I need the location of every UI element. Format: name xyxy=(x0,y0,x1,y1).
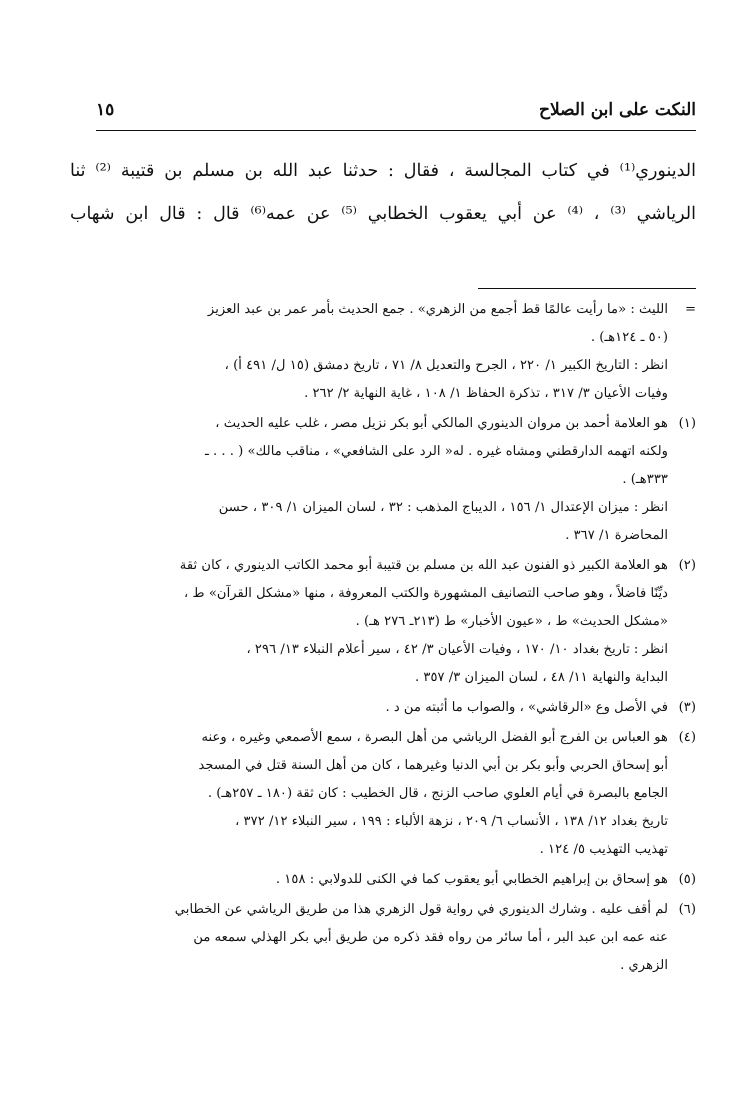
page-header xyxy=(96,98,696,126)
footnote-4 xyxy=(80,724,696,864)
footnote-number: (٤) xyxy=(678,730,696,745)
footnote-line: الزهري . xyxy=(620,958,668,973)
footnote-5 xyxy=(80,866,696,894)
footnote-line: انظر : ميزان الإعتدال ١/ ١٥٦ ، الديباج المذهب : ٣٢ ، لسان الميزان ١/ ٣٠٩ ، حسن xyxy=(218,500,668,515)
footnote-line: انظر : التاريخ الكبير ١/ ٢٢٠ ، الجرح والتعديل ٨/ ٧١ ، تاريخ دمشق (١٥ ل/ ٤٩١ أ) ، xyxy=(224,358,668,373)
main-text-line: الرياشي ⁽³⁾ ، ⁽⁴⁾ عن أبي يعقوب الخطابي ⁽⁵⁾ عن عمه⁽⁶⁾ قال : قال ابن شهاب xyxy=(70,204,696,224)
footnote-line: هو إسحاق بن إبراهيم الخطابي أبو يعقوب كما في الكنى للدولابي : ١٥٨ . xyxy=(275,872,668,887)
footnote-line: في الأصل وع «الرقاشي» ، والصواب ما أثبته من د . xyxy=(385,700,668,715)
footnote-line: ديِّنًا فاضلاً ، وهو صاحب التصانيف المشهورة والكتب المعروفة ، منها «مشكل القرآن» ط ، xyxy=(184,586,668,601)
main-text-line: الدينوري⁽¹⁾ في كتاب المجالسة ، فقال : حدثنا عبد الله بن مسلم بن قتيبة ⁽²⁾ ثنا xyxy=(70,161,696,181)
footnote-line: تاريخ بغداد ١٢/ ١٣٨ ، الأنساب ٦/ ٢٠٩ ، نزهة الألباء : ١٩٩ ، سير النبلاء ١٢/ ٣٧٢ ، xyxy=(235,814,668,829)
footnote-line: أبو إسحاق الحربي وأبو بكر بن أبي الدنيا وغيرهما ، كان من أهل السنة قتل في المسجد xyxy=(198,758,668,773)
footnote-line: ولكنه اتهمه الدارقطني ومشاه غيره . له« الرد على الشافعي» ، مناقب مالك» ( . . . ـ xyxy=(204,444,668,459)
footnote-number: (٦) xyxy=(678,902,696,917)
footnote-line: «مشكل الحديث» ط ، «عيون الأخبار» ط (٢١٣ـ ٢٧٦ هـ) . xyxy=(355,614,668,629)
footnote-line: (٥٠ ـ ١٢٤هـ) . xyxy=(590,330,668,345)
footnote-number: (٢) xyxy=(678,558,696,573)
footnote-line: انظر : تاريخ بغداد ١٠/ ١٧٠ ، وفيات الأعيان ٣/ ٤٢ ، سير أعلام النبلاء ١٣/ ٢٩٦ ، xyxy=(246,642,668,657)
main-text xyxy=(70,150,696,236)
running-title: النكت على ابن الصلاح xyxy=(539,100,696,120)
footnote-continued xyxy=(80,296,696,408)
footnote-line: هو العباس بن الفرج أبو الفضل الرياشي من أهل البصرة ، سمع الأصمعي وغيره ، وعنه xyxy=(201,730,668,745)
footnote-6 xyxy=(80,896,696,980)
footnote-marker: = xyxy=(684,302,696,317)
footnote-line: وفيات الأعيان ٣/ ٣١٧ ، تذكرة الحفاظ ١/ ١٠٨ ، غاية النهاية ٢/ ٢٦٢ . xyxy=(304,386,668,401)
footnote-line: ٣٣٣هـ) . xyxy=(622,472,668,487)
footnote-number: (٣) xyxy=(678,700,696,715)
footnote-1 xyxy=(80,410,696,550)
footnote-line: الجامع بالبصرة في أيام العلوي صاحب الزنج ، قال الخطيب : كان ثقة (١٨٠ ـ ٢٥٧هـ) . xyxy=(207,786,668,801)
footnote-line: تهذيب التهذيب ٥/ ١٢٤ . xyxy=(539,842,668,857)
footnote-line: الليث : «ما رأيت عالمًا قط أجمع من الزهري» . جمع الحديث بأمر عمر بن عبد العزيز xyxy=(207,302,668,317)
footnote-number: (٥) xyxy=(678,872,696,887)
footnotes xyxy=(80,296,696,982)
footnote-3 xyxy=(80,694,696,722)
footnote-line: عنه عمه ابن عبد البر ، أما سائر من رواه فقد ذكره من طريق أبي بكر الهذلي سمعه من xyxy=(193,930,668,945)
footnote-2 xyxy=(80,552,696,692)
page-number: ١٥ xyxy=(96,100,115,120)
footnote-separator xyxy=(478,288,696,289)
header-rule xyxy=(96,130,696,131)
footnote-line: لم أقف عليه . وشارك الدينوري في رواية قول الزهري هذا من طريق الرياشي عن الخطابي xyxy=(174,902,668,917)
footnote-number: (١) xyxy=(678,416,696,431)
footnote-line: هو العلامة أحمد بن مروان الدينوري المالكي أبو بكر نزيل مصر ، غلب عليه الحديث ، xyxy=(215,416,668,431)
footnote-line: المحاضرة ١/ ٣٦٧ . xyxy=(565,528,668,543)
footnote-line: هو العلامة الكبير ذو الفنون عبد الله بن مسلم بن قتيبة أبو محمد الكاتب الدينوري ، كان ثقة xyxy=(179,558,668,573)
footnote-line: البداية والنهاية ١١/ ٤٨ ، لسان الميزان ٣/ ٣٥٧ . xyxy=(414,670,668,685)
